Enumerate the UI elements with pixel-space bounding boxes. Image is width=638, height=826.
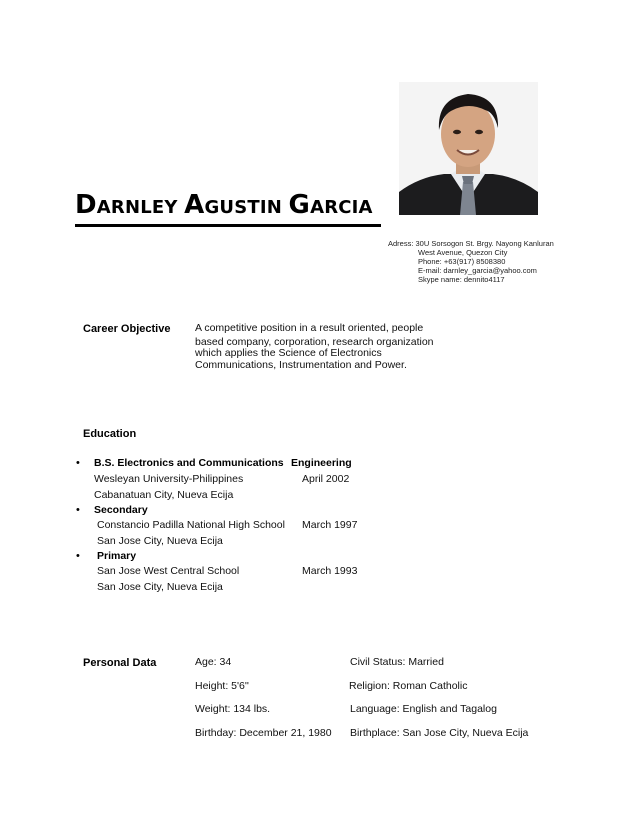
school-name: Constancio Padilla National High School: [97, 519, 285, 531]
school-location: Cabanatuan City, Nueva Ecija: [94, 489, 234, 501]
email-line: E-mail: darnley_garcia@yahoo.com: [418, 266, 537, 275]
school-name: Wesleyan University-Philippines: [94, 473, 244, 485]
graduation-date: April 2002: [302, 473, 350, 485]
personal-birthplace: Birthplace: San Jose City, Nueva Ecija: [350, 727, 529, 739]
degree-title-2: Engineering: [291, 457, 352, 469]
career-objective-line: based company, corporation, research organization: [195, 336, 434, 348]
degree-title: B.S. Electronics and Communications: [94, 457, 284, 469]
career-objective-line: Communications, Instrumentation and Power.: [195, 359, 407, 371]
phone-line: Phone: +63(917) 8508380: [418, 257, 506, 266]
personal-age: Age: 34: [195, 656, 232, 668]
name-cap-3: G: [288, 190, 311, 220]
personal-weight: Weight: 134 lbs.: [195, 703, 271, 715]
skype-line: Skype name: dennito4117: [418, 275, 505, 284]
name-cap-1: D: [75, 190, 97, 220]
personal-civil-status: Civil Status: Married: [350, 656, 444, 668]
personal-religion: Religion: Roman Catholic: [349, 680, 468, 692]
profile-photo: [399, 82, 538, 215]
personal-birthday: Birthday: December 21, 1980: [195, 727, 332, 739]
graduation-date: March 1997: [302, 519, 358, 531]
name-cap-2: A: [184, 190, 205, 220]
bullet: •: [76, 457, 80, 469]
address-line: Adress: 30U Sorsogon St. Brgy. Nayong Kanluran: [388, 239, 554, 248]
career-objective-line: A competitive position in a result oriented, people: [195, 322, 424, 334]
name-rest-1: ARNLEY: [96, 197, 185, 218]
school-location: San Jose City, Nueva Ecija: [97, 581, 223, 593]
personal-language: Language: English and Tagalog: [350, 703, 497, 715]
bullet: •: [76, 504, 80, 516]
education-level: Secondary: [94, 504, 148, 516]
education-level: Primary: [97, 550, 137, 562]
career-objective-heading: Career Objective: [83, 323, 171, 335]
name-underline: [75, 224, 381, 227]
name-rest-3: ARCIA: [310, 197, 373, 218]
personal-height: Height: 5'6'': [195, 680, 249, 692]
personal-data-heading: Personal Data: [83, 657, 157, 669]
address-line-2: West Avenue, Quezon City: [418, 248, 508, 257]
name-rest-2: GUSTIN: [204, 197, 289, 218]
graduation-date: March 1993: [302, 565, 358, 577]
school-name: San Jose West Central School: [97, 565, 240, 577]
bullet: •: [76, 550, 80, 562]
education-heading: Education: [83, 428, 137, 440]
career-objective-line: which applies the Science of Electronics: [195, 347, 382, 359]
school-location: San Jose City, Nueva Ecija: [97, 535, 223, 547]
applicant-name: [75, 190, 380, 220]
